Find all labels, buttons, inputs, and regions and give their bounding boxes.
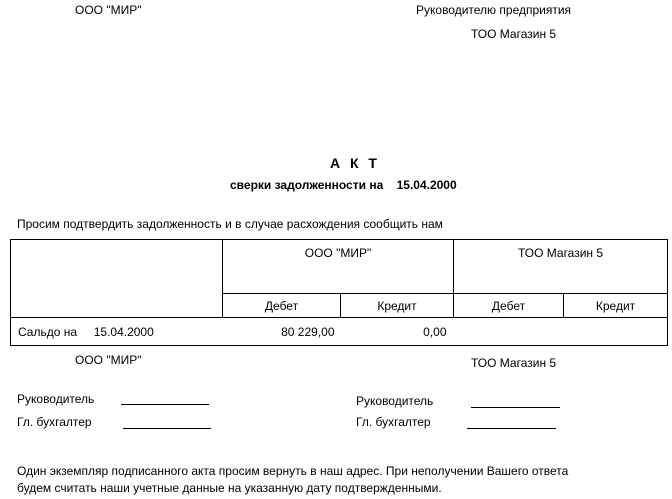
table-party2-header: ТОО Магазин 5 [454,240,668,294]
signature-right-org: ТОО Магазин 5 [471,356,557,370]
act-date: 15.04.2000 [396,178,457,192]
balance-date: 15.04.2000 [93,324,154,339]
recipient-name: ТОО Магазин 5 [471,27,557,41]
right-director-label: Руководитель [356,394,434,408]
act-subtitle-prefix: сверки задолженности на [230,178,384,192]
left-director-signature-line [121,404,209,405]
party2-debit-value [454,318,564,346]
balance-label-cell [11,318,223,346]
sender-org: ООО "МИР" [75,3,142,17]
act-title: А К Т [330,155,380,171]
right-director-signature-line [471,407,560,408]
party2-credit-value [564,318,668,346]
recipient-title: Руководителю предприятия [416,3,572,17]
party2-credit-header: Кредит [564,294,668,318]
act-subtitle [230,178,457,192]
left-director-label: Руководитель [17,392,95,406]
right-accountant-signature-line [467,428,556,429]
balance-label: Сальдо на [18,324,78,339]
request-text: Просим подтвердить задолженность и в случае расхождения сообщить нам [17,217,443,231]
table-party1-header: ООО "МИР" [223,240,454,294]
left-accountant-signature-line [123,428,211,429]
party2-debit-header: Дебет [454,294,564,318]
right-accountant-label: Гл. бухгалтер [356,415,431,429]
party1-credit-value: 0,00 [341,318,454,346]
left-accountant-label: Гл. бухгалтер [17,415,92,429]
signature-left-org: ООО "МИР" [75,353,142,367]
footer-line-2: будем считать наши учетные данные на указанную дату подтвержденными. [17,481,442,495]
table-corner-cell [11,240,223,318]
party1-debit-header: Дебет [223,294,341,318]
footer-line-1: Один экземпляр подписанного акта просим вернуть в наш адрес. При неполучении Вашего ответа [17,464,569,478]
party1-debit-value: 80 229,00 [223,318,341,346]
table-party-row [11,240,668,294]
table-row [11,318,668,346]
party1-credit-header: Кредит [341,294,454,318]
reconciliation-table [10,239,668,346]
